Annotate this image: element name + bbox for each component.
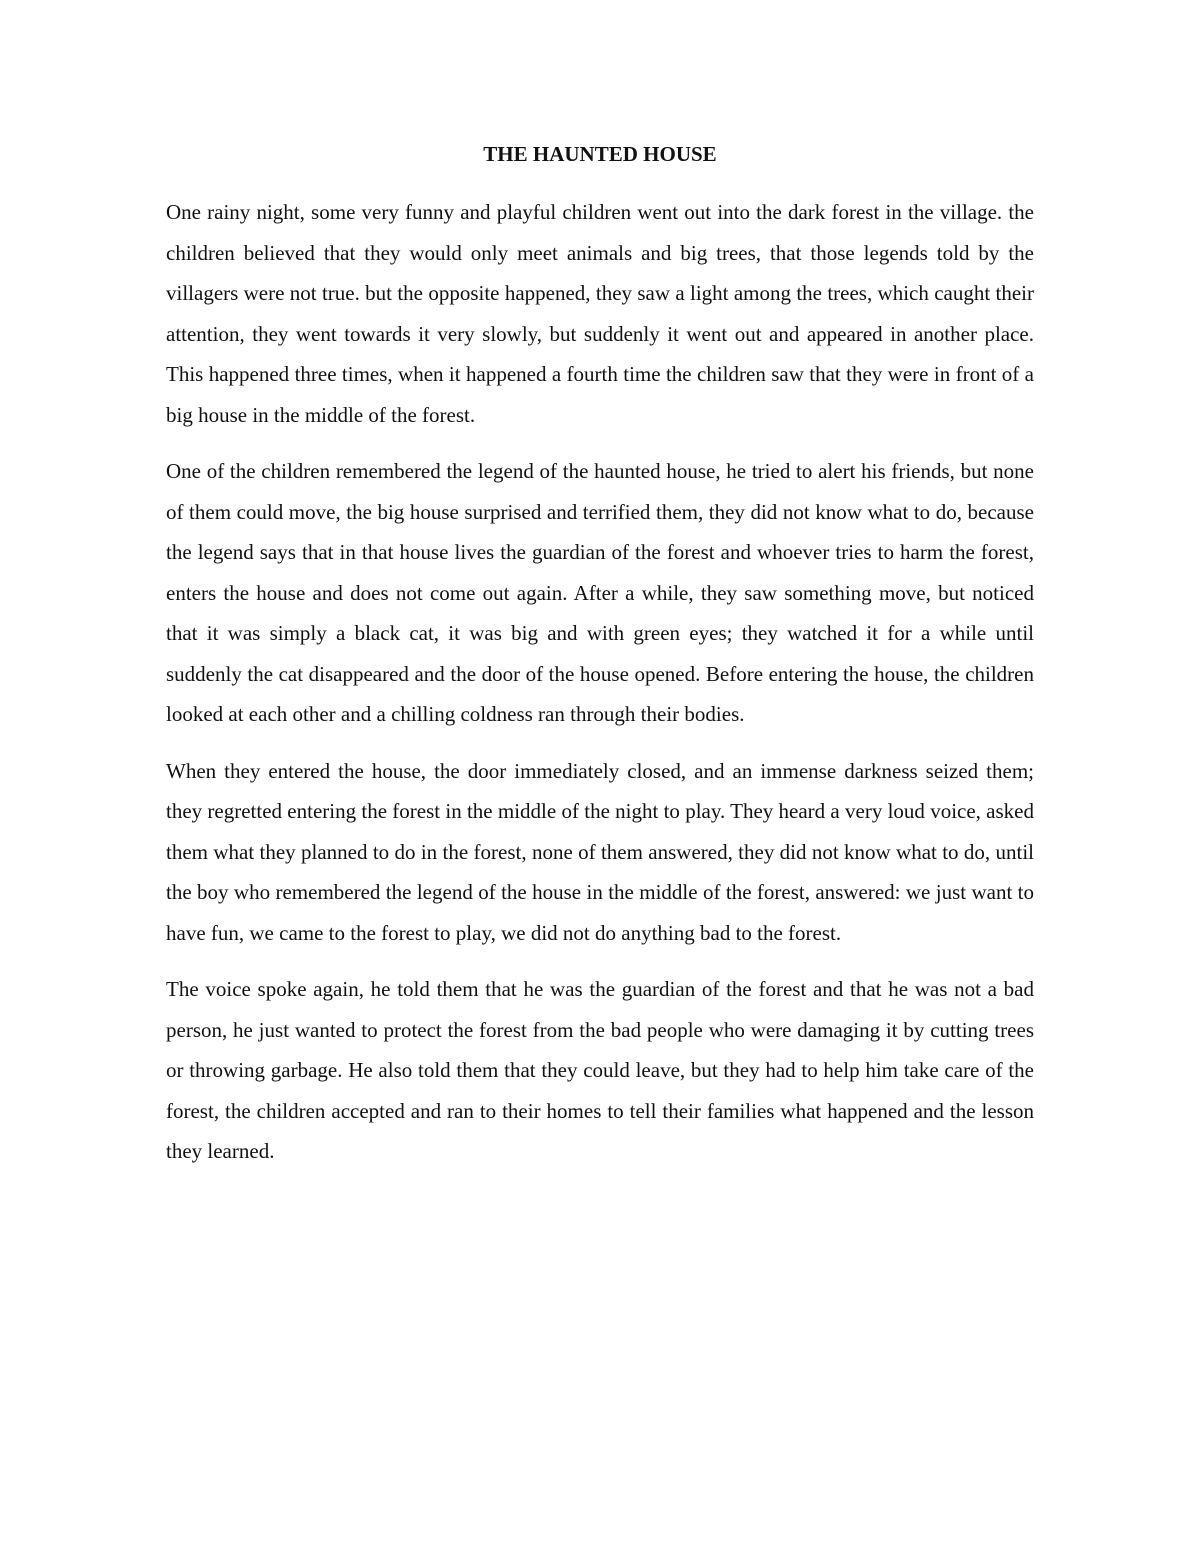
paragraph-1: One rainy night, some very funny and playful children went out into the dark forest in the village. the children believed that they would only meet animals and big trees, that those legends told by the villagers were not true. but the opposite happened, they saw a light among the trees, which caught their attention, they went towards it very slowly, but suddenly it went out and appeared in another place. This happened three times, when it happened a fourth time the children saw that they were in front of a big house in the middle of the forest. (166, 200, 1034, 427)
paragraph-3: When they entered the house, the door immediately closed, and an immense darkness seized them; they regretted entering the forest in the middle of the night to play. They heard a very loud voice, asked them what they planned to do in the forest, none of them answered, they did not know what to do, until the boy who remembered the legend of the house in the middle of the forest, answered: we just want to have fun, we came to the forest to play, we did not do anything bad to the forest. (166, 758, 1034, 945)
document-body (166, 138, 1034, 1188)
document-title: THE HAUNTED HOUSE (483, 142, 717, 166)
paragraph-4: The voice spoke again, he told them that he was the guardian of the forest and that he was not a bad person, he just wanted to protect the forest from the bad people who were damaging it by cutting trees or throwing garbage. He also told them that they could leave, but they had to help him take care of the forest, the children accepted and ran to their homes to tell their families what happened and the lesson they learned. (166, 977, 1034, 1163)
paragraph-2: One of the children remembered the legend of the haunted house, he tried to alert his friends, but none of them could move, the big house surprised and terrified them, they did not know what to do, because the legend says that in that house lives the guardian of the forest and whoever tries to harm the forest, enters the house and does not come out again. After a while, they saw something move, but noticed that it was simply a black cat, it was big and with green eyes; they watched it for a while until suddenly the cat disappeared and the door of the house opened. Before entering the house, the children looked at each other and a chilling coldness ran through their bodies. (166, 459, 1034, 726)
